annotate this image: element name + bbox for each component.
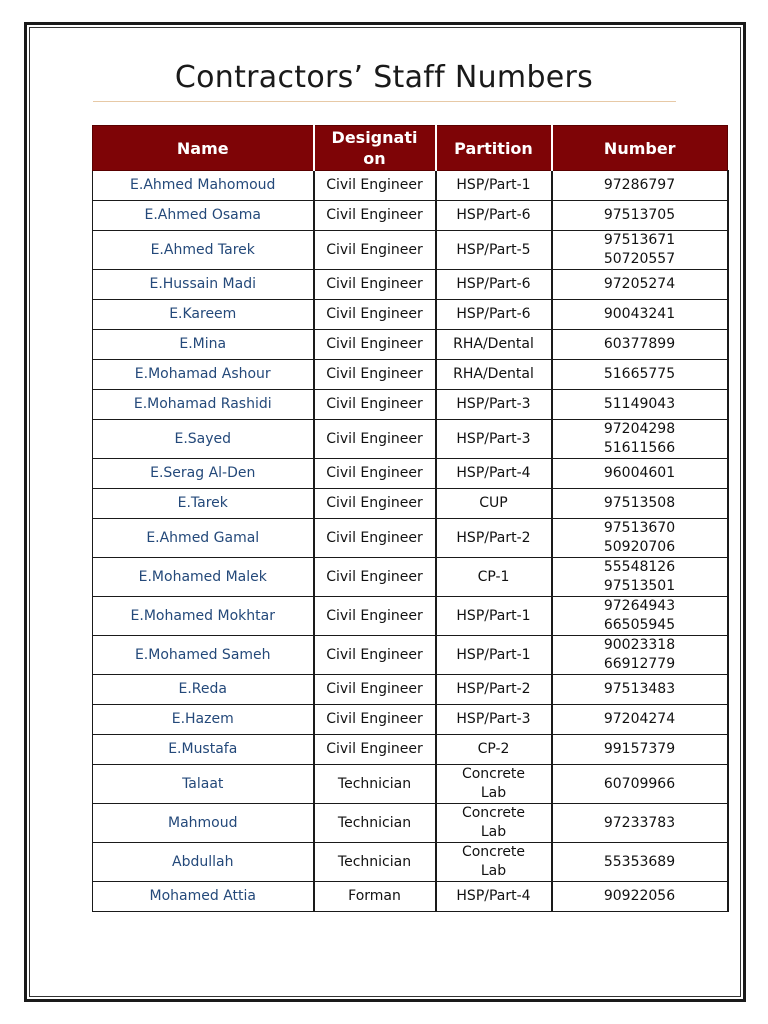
title-divider [93, 101, 676, 102]
staff-name-cell: E.Ahmed Mahomoud [93, 171, 314, 201]
table-row [93, 420, 728, 459]
partition-line: HSP/Part-2 [456, 529, 531, 546]
table-row [93, 360, 728, 390]
table-row [93, 201, 728, 231]
phone-number: 51665775 [603, 366, 676, 382]
staff-name-cell: E.Serag Al-Den [93, 459, 314, 489]
partition-cell [436, 390, 552, 420]
table-header-row [93, 126, 728, 171]
phone-number: 97513705 [603, 207, 676, 223]
phone-number: 97513483 [603, 681, 676, 697]
phone-number: 51611566 [603, 440, 676, 456]
phone-number-cell [552, 804, 728, 843]
partition-cell [436, 882, 552, 912]
phone-number: 90023318 [603, 637, 676, 653]
partition-cell [436, 330, 552, 360]
phone-number-cell [552, 300, 728, 330]
partition-cell [436, 360, 552, 390]
partition-line: HSP/Part-6 [456, 207, 531, 223]
staff-name-cell: E.Mohamad Ashour [93, 360, 314, 390]
table-row [93, 300, 728, 330]
phone-number: 97513508 [603, 495, 676, 511]
designation-cell: Civil Engineer [314, 360, 436, 390]
table-row [93, 705, 728, 735]
designation-cell: Civil Engineer [314, 231, 436, 270]
phone-number: 97286797 [603, 177, 676, 193]
phone-number: 60709966 [603, 775, 676, 792]
designation-cell: Civil Engineer [314, 300, 436, 330]
phone-number-cell [552, 519, 728, 558]
table-row [93, 270, 728, 300]
phone-number-cell [552, 765, 728, 804]
partition-line: HSP/Part-4 [456, 465, 531, 481]
table-row [93, 804, 728, 843]
partition-line: HSP/Part-4 [456, 888, 531, 904]
phone-number-cell [552, 489, 728, 519]
staff-name-cell: E.Ahmed Tarek [93, 231, 314, 270]
staff-name-cell: E.Hussain Madi [93, 270, 314, 300]
phone-number: 97264943 [603, 598, 676, 614]
designation-cell: Civil Engineer [314, 489, 436, 519]
partition-cell [436, 804, 552, 843]
staff-name-cell: E.Mohamad Rashidi [93, 390, 314, 420]
table-row [93, 390, 728, 420]
partition-cell [436, 519, 552, 558]
designation-cell: Technician [314, 765, 436, 804]
staff-name-cell: E.Ahmed Gamal [93, 519, 314, 558]
partition-line: HSP/Part-1 [456, 177, 531, 193]
designation-cell: Forman [314, 882, 436, 912]
designation-cell: Civil Engineer [314, 330, 436, 360]
partition-line: HSP/Part-6 [456, 306, 531, 322]
phone-number: 97513501 [603, 578, 676, 594]
table-row [93, 489, 728, 519]
partition-line: HSP/Part-3 [456, 430, 531, 447]
phone-number: 90043241 [603, 306, 676, 322]
phone-number-cell [552, 705, 728, 735]
staff-numbers-table [92, 125, 729, 912]
partition-line: HSP/Part-1 [456, 607, 531, 624]
partition-cell [436, 171, 552, 201]
designation-cell: Technician [314, 843, 436, 882]
partition-line: HSP/Part-2 [456, 681, 531, 697]
designation-cell: Civil Engineer [314, 171, 436, 201]
partition-line: HSP/Part-3 [456, 396, 531, 412]
phone-number: 51149043 [603, 396, 676, 412]
staff-name-cell: Mahmoud [93, 804, 314, 843]
designation-cell: Civil Engineer [314, 558, 436, 597]
staff-name-cell: E.Mohamed Mokhtar [93, 597, 314, 636]
partition-line: HSP/Part-5 [456, 241, 531, 258]
phone-number: 97513671 [603, 232, 676, 248]
table-row [93, 675, 728, 705]
phone-number-cell [552, 675, 728, 705]
staff-name-cell: E.Hazem [93, 705, 314, 735]
phone-number-cell [552, 735, 728, 765]
phone-number-cell [552, 636, 728, 675]
partition-cell [436, 597, 552, 636]
phone-number-cell [552, 843, 728, 882]
partition-cell [436, 765, 552, 804]
phone-number-cell [552, 558, 728, 597]
partition-cell [436, 735, 552, 765]
phone-number: 97204298 [603, 421, 676, 437]
designation-cell: Civil Engineer [314, 636, 436, 675]
header-designation-line-1: Designati [331, 128, 418, 147]
header-designation [314, 126, 436, 171]
staff-name-cell: E.Mohamed Malek [93, 558, 314, 597]
table-row [93, 735, 728, 765]
table-row [93, 171, 728, 201]
phone-number: 66505945 [603, 617, 676, 633]
partition-cell [436, 705, 552, 735]
page-title: Contractors’ Staff Numbers [174, 60, 594, 95]
partition-line: RHA/Dental [453, 336, 534, 352]
table-row [93, 636, 728, 675]
phone-number: 50720557 [603, 251, 676, 267]
partition-cell [436, 636, 552, 675]
staff-name-cell: E.Mohamed Sameh [93, 636, 314, 675]
partition-line: CUP [479, 495, 508, 511]
phone-number: 97204274 [603, 711, 676, 727]
partition-line: CP-2 [477, 741, 510, 757]
phone-number: 66912779 [603, 656, 676, 672]
phone-number-cell [552, 882, 728, 912]
partition-line: Concrete [461, 766, 526, 782]
designation-cell: Civil Engineer [314, 201, 436, 231]
phone-number: 99157379 [603, 741, 676, 757]
staff-name-cell: E.Reda [93, 675, 314, 705]
header-partition: Partition [436, 126, 552, 171]
phone-number-cell [552, 597, 728, 636]
header-designation-line-2: on [363, 149, 386, 168]
staff-name-cell: Talaat [93, 765, 314, 804]
phone-number: 96004601 [603, 465, 676, 481]
phone-number-cell [552, 459, 728, 489]
table-row [93, 843, 728, 882]
phone-number: 97233783 [603, 814, 676, 831]
table-row [93, 882, 728, 912]
table-row [93, 558, 728, 597]
header-number: Number [552, 126, 728, 171]
staff-name-cell: E.Ahmed Osama [93, 201, 314, 231]
designation-cell: Civil Engineer [314, 705, 436, 735]
designation-cell: Civil Engineer [314, 270, 436, 300]
table-row [93, 597, 728, 636]
phone-number-cell [552, 171, 728, 201]
partition-line: HSP/Part-6 [456, 276, 531, 292]
designation-cell: Civil Engineer [314, 597, 436, 636]
staff-name-cell: Abdullah [93, 843, 314, 882]
partition-line: Concrete [461, 844, 526, 860]
phone-number: 55353689 [603, 853, 676, 870]
phone-number-cell [552, 420, 728, 459]
partition-cell [436, 489, 552, 519]
partition-line: Lab [480, 785, 507, 801]
staff-name-cell: E.Tarek [93, 489, 314, 519]
table-row [93, 519, 728, 558]
phone-number: 55548126 [603, 559, 676, 575]
phone-number: 60377899 [603, 336, 676, 352]
designation-cell: Civil Engineer [314, 390, 436, 420]
staff-name-cell: E.Sayed [93, 420, 314, 459]
phone-number: 97513670 [603, 520, 676, 536]
phone-number-cell [552, 231, 728, 270]
table-body [93, 171, 728, 912]
phone-number-cell [552, 201, 728, 231]
designation-cell: Civil Engineer [314, 420, 436, 459]
designation-cell: Civil Engineer [314, 675, 436, 705]
table-row [93, 231, 728, 270]
partition-cell [436, 558, 552, 597]
partition-line: Concrete [461, 805, 526, 821]
partition-cell [436, 675, 552, 705]
partition-cell [436, 459, 552, 489]
phone-number-cell [552, 330, 728, 360]
table-row [93, 765, 728, 804]
staff-name-cell: E.Mustafa [93, 735, 314, 765]
partition-cell [436, 201, 552, 231]
designation-cell: Civil Engineer [314, 735, 436, 765]
partition-line: RHA/Dental [453, 366, 534, 382]
partition-cell [436, 420, 552, 459]
staff-name-cell: E.Mina [93, 330, 314, 360]
header-name: Name [93, 126, 314, 171]
staff-name-cell: Mohamed Attia [93, 882, 314, 912]
designation-cell: Civil Engineer [314, 519, 436, 558]
partition-cell [436, 270, 552, 300]
phone-number-cell [552, 390, 728, 420]
designation-cell: Technician [314, 804, 436, 843]
table-row [93, 330, 728, 360]
partition-line: CP-1 [477, 568, 510, 585]
phone-number: 90922056 [603, 888, 676, 904]
phone-number: 50920706 [603, 539, 676, 555]
partition-line: Lab [480, 863, 507, 879]
partition-line: HSP/Part-1 [456, 646, 531, 663]
table-row [93, 459, 728, 489]
partition-cell [436, 231, 552, 270]
partition-cell [436, 300, 552, 330]
partition-cell [436, 843, 552, 882]
phone-number-cell [552, 360, 728, 390]
phone-number: 97205274 [603, 276, 676, 292]
designation-cell: Civil Engineer [314, 459, 436, 489]
partition-line: HSP/Part-3 [456, 711, 531, 727]
staff-name-cell: E.Kareem [93, 300, 314, 330]
phone-number-cell [552, 270, 728, 300]
partition-line: Lab [480, 824, 507, 840]
